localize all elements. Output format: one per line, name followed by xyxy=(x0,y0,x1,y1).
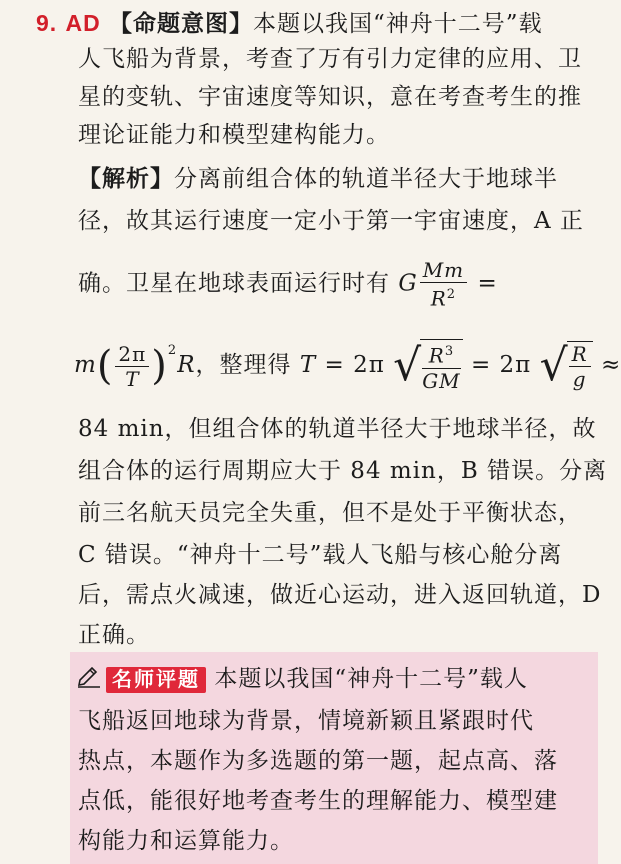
question-header xyxy=(36,8,543,39)
analysis-line-formula2: m( $\frac{2\pi}{T}$ )$^2$R，整理得 T = 2π √ $\frac{R^3}{GM}$ = 2π √ $\frac{R}{g}$ ≈ xyxy=(74,340,621,393)
analysis-line: 径，故其运行速度一定小于第一宇宙速度，A 正 xyxy=(78,208,584,234)
comment-line: 点低，能很好地考查考生的理解能力、模型建 xyxy=(78,788,558,814)
analysis-tag: 【解析】 xyxy=(78,165,174,192)
fraction-mm-r2: $\frac{Mm}{R^2}$ xyxy=(420,258,467,311)
analysis-line: 正确。 xyxy=(78,622,150,648)
comment-tag: 名师评题 xyxy=(106,667,206,693)
analysis-line: 【解析】分离前组合体的轨道半径大于地球半 xyxy=(78,165,558,192)
pencil-icon xyxy=(76,665,102,689)
comment-line: 名师评题 本题以我国“神舟十二号”载人 xyxy=(106,664,528,694)
comment-line: 飞船返回地球为背景，情境新颖且紧跟时代 xyxy=(78,708,534,734)
sqrt-r-g: √ $\frac{R}{g}$ xyxy=(540,341,593,391)
intent-line: 本题以我国“神舟十二号”载 xyxy=(253,11,543,37)
analysis-line: 后，需点火减速，做近心运动，进入返回轨道，D xyxy=(78,582,602,608)
intent-line: 星的变轨、宇宙速度等知识，意在考查考生的推 xyxy=(78,84,582,110)
analysis-line: C 错误。“神舟十二号”载人飞船与核心舱分离 xyxy=(78,542,563,568)
analysis-line: 前三名航天员完全失重，但不是处于平衡状态， xyxy=(78,500,582,526)
sqrt-r3-gm: √ $\frac{R^3}{GM}$ xyxy=(393,340,461,393)
analysis-line-formula1: 确。卫星在地球表面运行时有 G $\frac{Mm}{R^2}$ = xyxy=(78,258,498,311)
analysis-line: 84 min，但组合体的轨道半径大于地球半径，故 xyxy=(78,416,597,442)
comment-line: 构能力和运算能力。 xyxy=(78,828,294,854)
intent-tag: 【命题意图】 xyxy=(109,10,254,37)
intent-line: 人飞船为背景，考查了万有引力定律的应用、卫 xyxy=(78,46,582,72)
question-answer: AD xyxy=(65,10,101,36)
comment-line: 热点，本题作为多选题的第一题，起点高、落 xyxy=(78,748,558,774)
question-number: 9. xyxy=(36,10,58,36)
analysis-line: 组合体的运行周期应大于 84 min，B 错误。分离 xyxy=(78,458,608,484)
intent-line: 理论证能力和模型建构能力。 xyxy=(78,122,390,148)
